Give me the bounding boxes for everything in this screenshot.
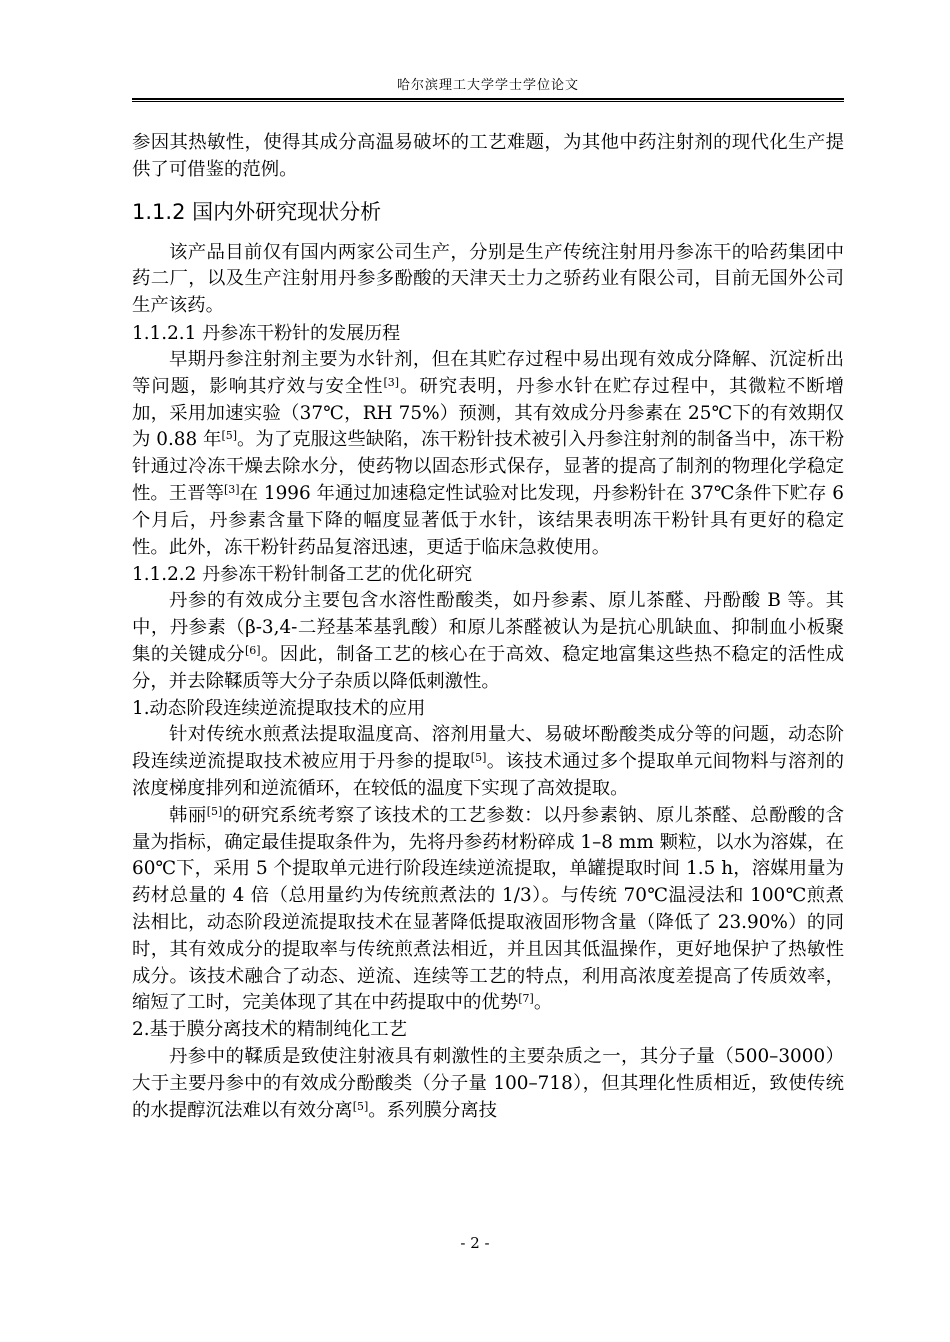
section-heading-1-1-2: 1.1.2 国内外研究现状分析 — [132, 199, 382, 224]
citation: [3] — [224, 482, 240, 496]
running-header: 哈尔滨理工大学学士学位论文 — [396, 78, 579, 93]
citation: [5] — [221, 429, 238, 443]
paragraph-extraction — [132, 722, 844, 802]
item-heading-2: 2.基于膜分离技术的精制纯化工艺 — [132, 1019, 408, 1041]
citation: [5] — [470, 751, 487, 765]
text-run: 。因此，制备工艺的核心在于高效、稳定地富集这些热不稳定的活性成分，并去除鞣质等大分子杂质以降低刺激性。 — [132, 643, 844, 692]
citation: [5] — [352, 1099, 369, 1113]
paragraph-overview: 该产品目前仅有国内两家公司生产，分别是生产传统注射用丹参冻干的哈药集团中药二厂，以及生产注射用丹参多酚酸的天津天士力之骄药业有限公司，目前无国外公司生产该药。 — [132, 241, 844, 317]
text-run: 丹参中的鞣质是致使注射液具有刺激性的主要杂质之一，其分子量（500–3000）大于主要丹参中的有效成分酚酸类（分子量 100–718），但其理化性质相近，致使传统的水提醇沉法难以有效分离 — [132, 1045, 844, 1121]
text-run: 丹参的有效成分主要包含水溶性酚酸类，如丹参素、原儿茶醛、丹酚酸 B 等。其中，丹参素（β-3,4-二羟基苯基乳酸）和原儿茶醛被认为是抗心肌缺血、抑制血小板聚集的关键成分 — [132, 590, 844, 665]
text-run: 。系列膜分离技 — [368, 1099, 498, 1121]
text-run: 针对传统水煎煮法提取温度高、溶剂用量大、易破坏酚酸类成分等的问题，动态阶段连续逆流提取技术被应用于丹参的提取 — [132, 724, 844, 773]
heading-number: 1.1.2.1 — [132, 322, 203, 344]
heading-text: 丹参冻干粉针制备工艺的优化研究 — [202, 564, 473, 586]
item-heading-1: 1.动态阶段连续逆流提取技术的应用 — [132, 697, 426, 719]
paragraph-continuation: 参因其热敏性，使得其成分高温易破坏的工艺难题，为其他中药注射剂的现代化生产提供了可借鉴的范例。 — [132, 132, 844, 180]
citation: [6] — [244, 643, 261, 657]
text-run: 的研究系统考察了该技术的工艺参数：以丹参素钠、原儿茶醛、总酚酸的含量为指标，确定最佳提取条件为，先将丹参药材粉碎成 1–8 mm 颗粒，以水为溶媒，在 60℃下，采用 5 个提取单元进行阶段连续逆流提取，单罐提取时间 1.5 h，溶媒用量为药材总量的 4 倍（总用量约为传统煎煮法的 1/3）。与传统 70℃温浸法和 100℃煎煮法相比，动态阶段逆流提取技术在显著降低提取液固形物含量（降低了 23.90%）的同时，其有效成分的提取率与传统煎煮法相近，并且因其低温操作，更好地保护了热敏性成分。该技术融合了动态、逆流、连续等工艺的特点，利用高浓度差提高了传质效率，缩短了工时，完美体现了其在中药提取中的优势 — [132, 804, 844, 1014]
paragraph-components — [132, 588, 844, 695]
subsection-heading-1-1-2-1 — [132, 320, 844, 347]
page-number: - 2 - — [460, 1234, 490, 1252]
citation: [7] — [518, 992, 534, 1006]
text-run: 。研究表明，丹参水针在贮存过程中，其微粒不断增加，采用加速实验（37℃，RH 75%）预测，其有效成分丹参素在 25℃下的有效期仅为 0.88 年 — [132, 375, 844, 451]
heading-number: 1.1.2.2 — [132, 564, 203, 586]
citation: [5] — [206, 804, 223, 818]
text-run: 。为了克服这些缺陷，冻干粉针技术被引入丹参注射剂的制备当中，冻干粉针通过冷冻干燥去除水分，使药物以固态形式保存，显著的提高了制剂的物理化学稳定性。王晋等 — [132, 429, 844, 504]
header-rule — [132, 98, 844, 102]
text-run: 韩丽 — [169, 804, 207, 826]
body-text — [132, 130, 844, 1124]
subsection-heading-1-1-2-2 — [132, 561, 844, 588]
text-run: 在 1996 年通过加速稳定性试验对比发现，丹参粉针在 37℃条件下贮存 6 个月后，丹参素含量下降的幅度显著低于水针，该结果表明冻干粉针具有更好的稳定性。此外，冻干粉针药品复溶迅速，更适于临床急救使用。 — [132, 482, 844, 558]
citation: [3] — [383, 375, 400, 389]
text-run: 。该技术通过多个提取单元间物料与溶剂的浓度梯度排列和逆流循环，在较低的温度下实现了高效提取。 — [132, 751, 844, 799]
paragraph-history — [132, 347, 844, 561]
paragraph-membrane — [132, 1044, 844, 1124]
text-run: 早期丹参注射剂主要为水针剂，但在其贮存过程中易出现有效成分降解、沉淀析出等问题，影响其疗效与安全性 — [132, 348, 844, 397]
paragraph-han-li-study — [132, 803, 844, 1017]
text-run: 。 — [533, 992, 553, 1014]
heading-text: 丹参冻干粉针的发展历程 — [202, 322, 401, 344]
